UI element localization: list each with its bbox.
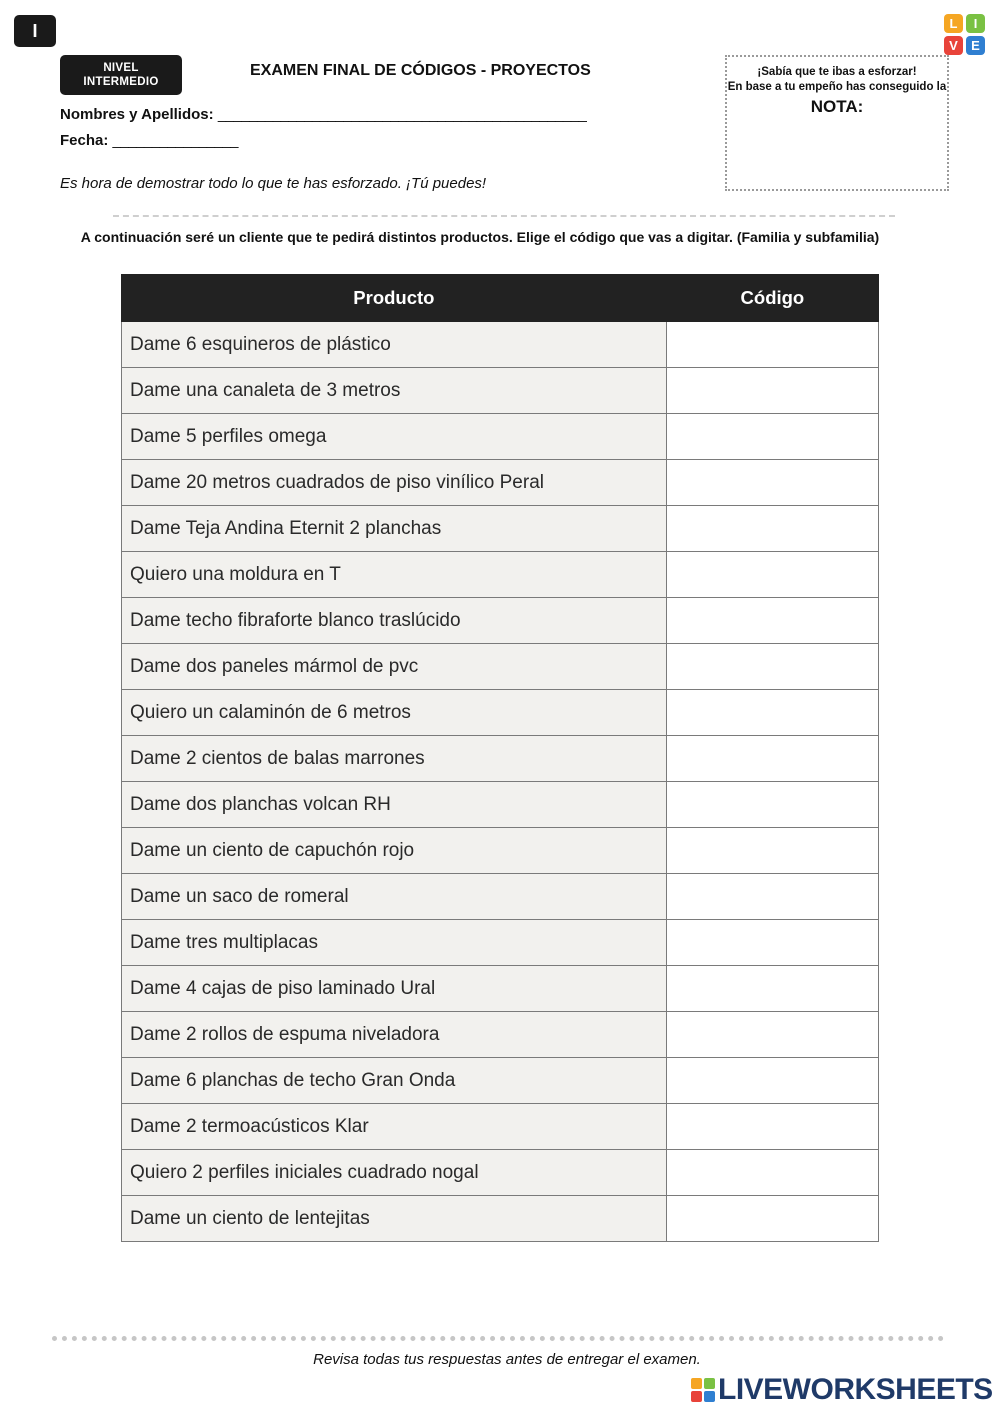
table-row [122,1058,879,1104]
dotted-divider [52,1336,944,1341]
product-cell: Dame dos planchas volcan RH [122,782,667,828]
table-row [122,644,879,690]
product-cell: Dame tres multiplacas [122,920,667,966]
name-blank: _______________________________________________ [217,106,587,123]
table-row [122,828,879,874]
date-field [60,132,238,149]
product-cell: Dame 20 metros cuadrados de piso vinílico Peral [122,460,667,506]
product-cell: Dame un ciento de lentejitas [122,1196,667,1242]
liveworksheets-logo-icon [691,1378,715,1402]
dashed-divider [113,215,895,217]
product-cell: Dame 6 planchas de techo Gran Onda [122,1058,667,1104]
live-logo-letter: V [944,36,963,55]
code-answer-field[interactable] [666,322,878,368]
code-answer-field[interactable] [666,690,878,736]
code-answer-field[interactable] [666,598,878,644]
code-answer-field[interactable] [666,966,878,1012]
product-cell: Dame 2 termoacústicos Klar [122,1104,667,1150]
code-answer-field[interactable] [666,460,878,506]
table-row [122,690,879,736]
table-row [122,506,879,552]
level-badge-line1: NIVEL [103,62,139,74]
table-header-row [122,275,879,322]
product-cell: Dame un ciento de capuchón rojo [122,828,667,874]
level-badge [60,55,182,95]
code-answer-field[interactable] [666,414,878,460]
table-row [122,736,879,782]
level-badge-line2: INTERMEDIO [83,76,159,88]
grade-box-line2: En base a tu empeño has conseguido la [727,81,947,93]
table-row [122,598,879,644]
grade-box-line1: ¡Sabía que te ibas a esforzar! [757,66,917,78]
table-row [122,368,879,414]
code-answer-field[interactable] [666,1150,878,1196]
table-row [122,874,879,920]
code-answer-field[interactable] [666,1058,878,1104]
product-cell: Quiero 2 perfiles iniciales cuadrado nogal [122,1150,667,1196]
product-cell: Dame 2 rollos de espuma niveladora [122,1012,667,1058]
code-answer-field[interactable] [666,828,878,874]
code-answer-field[interactable] [666,920,878,966]
level-tag: I [14,15,56,47]
grade-label: NOTA: [810,97,864,116]
liveworksheets-brand[interactable] [691,1372,993,1408]
product-cell: Dame 4 cajas de piso laminado Ural [122,966,667,1012]
product-cell: Dame 5 perfiles omega [122,414,667,460]
brand-wordmark: LIVEWORKSHEETS [718,1373,993,1406]
instruction-text: A continuación seré un cliente que te pedirá distintos productos. Elige el código que vas a digitar. (Familia y subfamilia) [80,229,880,245]
date-label: Fecha: [60,132,109,149]
table-row [122,460,879,506]
name-field [60,106,586,123]
live-logo-icon [944,14,986,56]
code-answer-field[interactable] [666,1196,878,1242]
table-row [122,414,879,460]
footer-note: Revisa todas tus respuestas antes de entregar el examen. [313,1351,701,1368]
product-cell: Dame techo fibraforte blanco traslúcido [122,598,667,644]
live-logo-letter: E [966,36,985,55]
live-logo-letter: L [944,14,963,33]
table-row [122,1012,879,1058]
date-blank: ________________ [112,132,239,149]
table-row [122,1196,879,1242]
product-cell: Quiero un calaminón de 6 metros [122,690,667,736]
product-cell: Dame una canaleta de 3 metros [122,368,667,414]
product-cell: Quiero una moldura en T [122,552,667,598]
code-answer-field[interactable] [666,736,878,782]
exam-title: EXAMEN FINAL DE CÓDIGOS - PROYECTOS [250,62,591,79]
code-answer-field[interactable] [666,782,878,828]
product-cell: Dame un saco de romeral [122,874,667,920]
product-cell: Dame dos paneles mármol de pvc [122,644,667,690]
code-answer-field[interactable] [666,552,878,598]
table-row [122,552,879,598]
table-row [122,322,879,368]
table-row [122,966,879,1012]
table-row [122,920,879,966]
code-answer-field[interactable] [666,874,878,920]
live-logo-letter: I [966,14,985,33]
table-row [122,1104,879,1150]
code-answer-field[interactable] [666,644,878,690]
product-cell: Dame Teja Andina Eternit 2 planchas [122,506,667,552]
column-header-code: Código [666,275,878,322]
product-cell: Dame 6 esquineros de plástico [122,322,667,368]
code-answer-field[interactable] [666,506,878,552]
table-row [122,782,879,828]
table-row [122,1150,879,1196]
grade-box [725,55,949,191]
code-answer-field[interactable] [666,1104,878,1150]
column-header-product: Producto [122,275,667,322]
code-answer-field[interactable] [666,1012,878,1058]
name-label: Nombres y Apellidos: [60,106,214,123]
motivation-text: Es hora de demostrar todo lo que te has esforzado. ¡Tú puedes! [60,175,487,192]
product-cell: Dame 2 cientos de balas marrones [122,736,667,782]
products-table [121,274,879,1242]
code-answer-field[interactable] [666,368,878,414]
